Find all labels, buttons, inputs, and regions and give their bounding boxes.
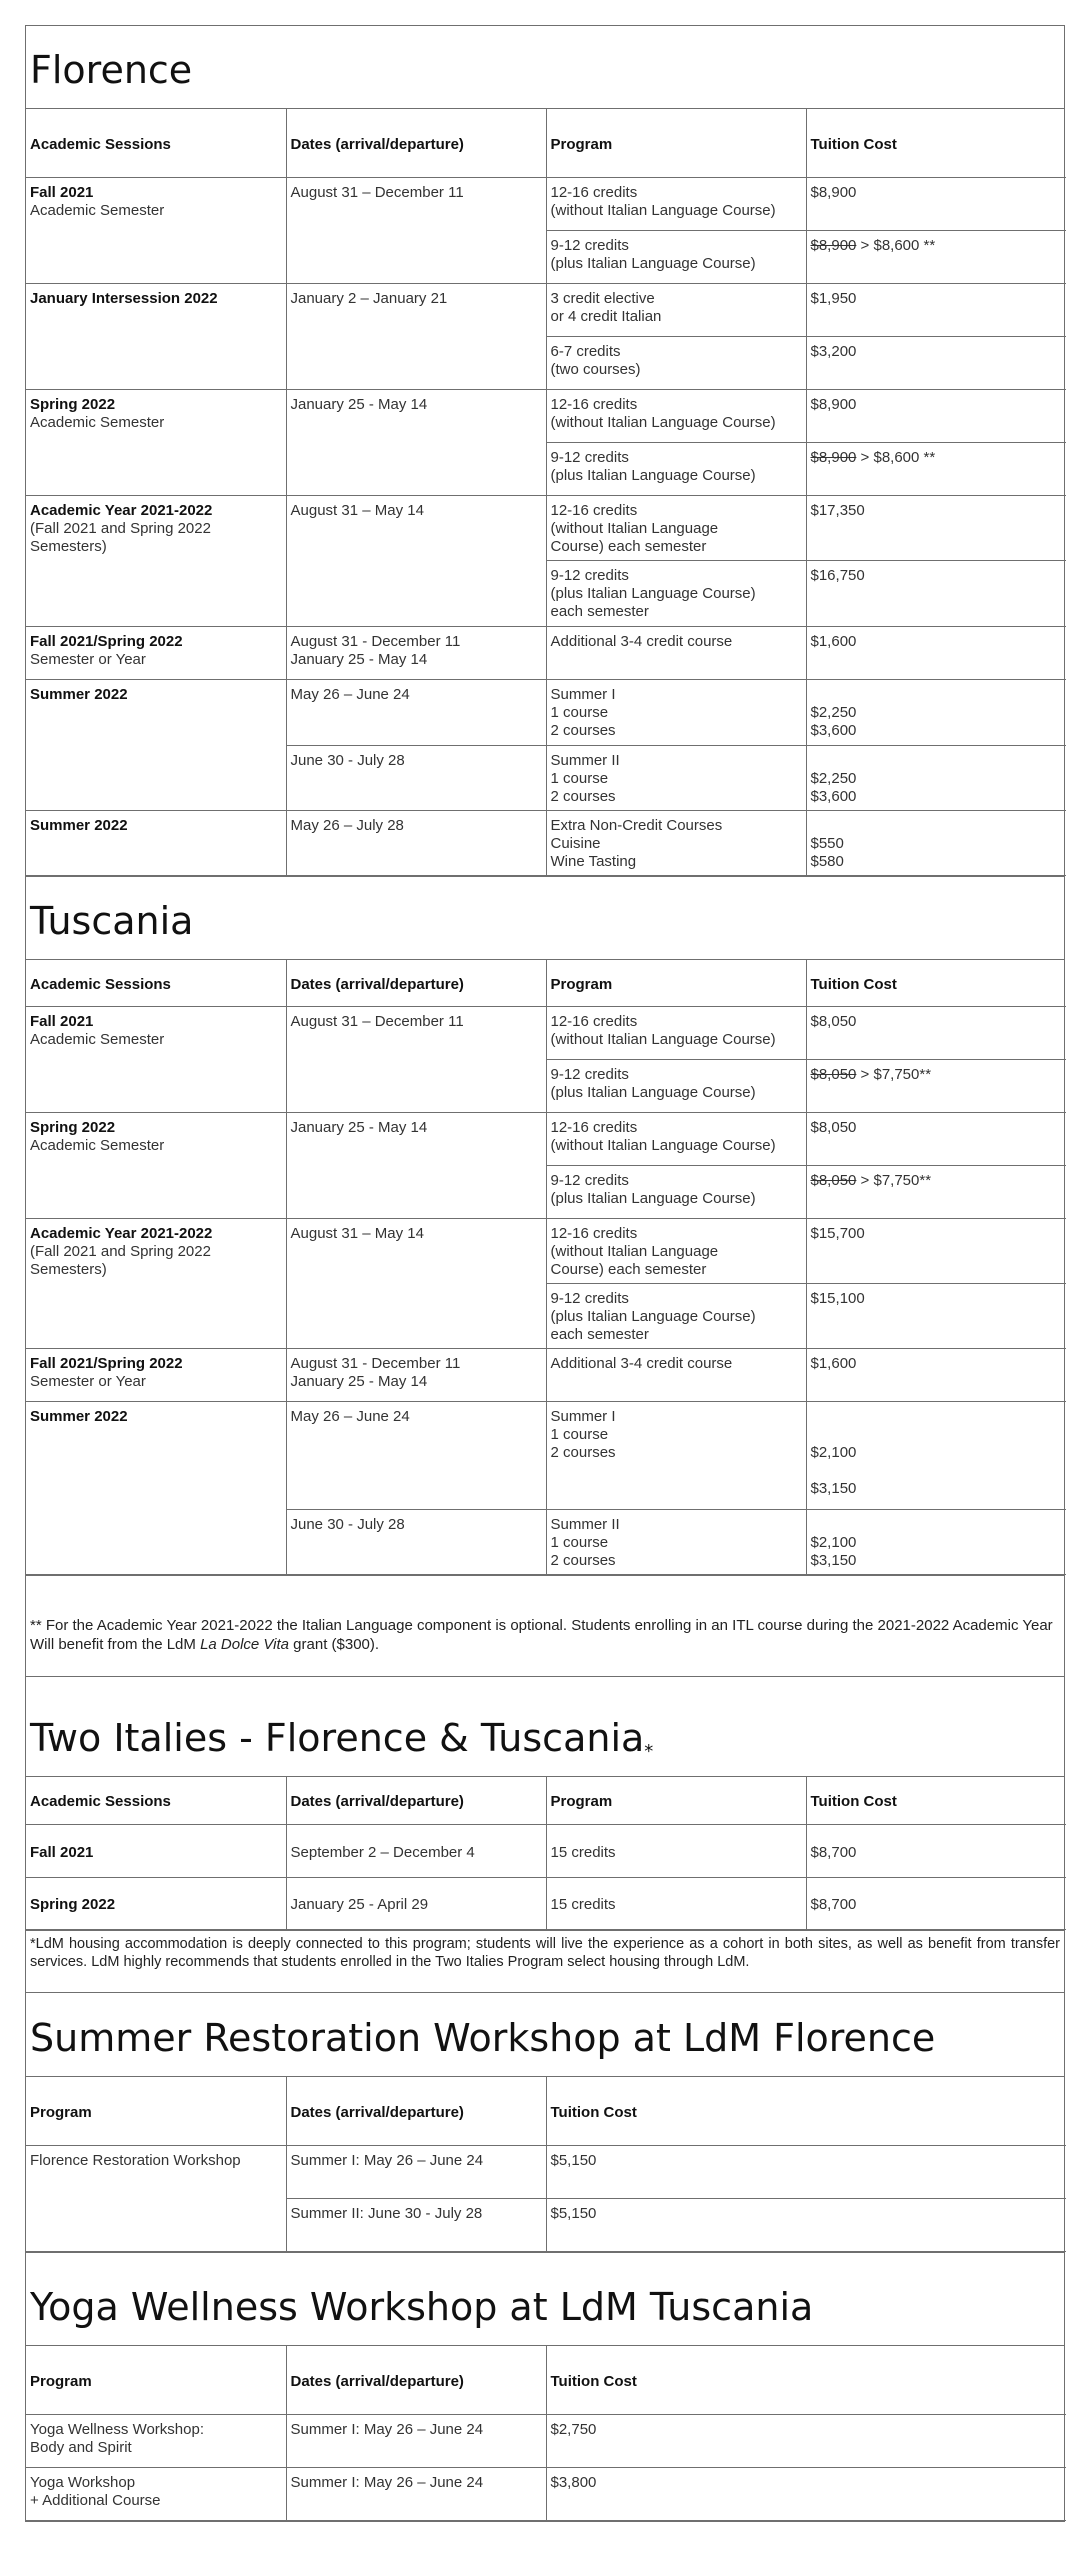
program-cell: Additional 3-4 credit course [546, 1349, 806, 1402]
table-row [26, 626, 1066, 679]
florence-table-wrap [25, 109, 1065, 877]
dates-cell: May 26 – June 24 [286, 1402, 546, 1510]
tuscania-table [26, 960, 1066, 1576]
column-header: Dates (arrival/departure) [286, 109, 546, 177]
table-row [26, 1349, 1066, 1402]
column-header: Program [26, 2077, 286, 2146]
dates-cell: June 30 - July 28 [286, 1510, 546, 1575]
cost-cell: $3,200 [806, 336, 1066, 389]
session-cell: Fall 2021 Academic Semester [26, 177, 286, 283]
session-cell: Academic Year 2021-2022 (Fall 2021 and Spring 2022 Semesters) [26, 495, 286, 626]
housing-note: *LdM housing accommodation is deeply connected to this program; students will live the experience as a cohort in both sites, as well as benefit from transfer services. LdM highly recommends that students enrolled in the Two Italies Program select housing through LdM. [25, 1931, 1065, 1993]
column-header: Dates (arrival/departure) [286, 1777, 546, 1824]
cost-cell: $8,050 [806, 1113, 1066, 1166]
dates-cell: January 25 - May 14 [286, 389, 546, 495]
column-header: Academic Sessions [26, 109, 286, 177]
tuscania-table-wrap [25, 960, 1065, 1577]
cost-cell: $16,750 [806, 560, 1066, 626]
program-cell: Yoga Wellness Workshop: Body and Spirit [26, 2414, 286, 2467]
program-cell: 12-16 credits (without Italian Language Course) [546, 1113, 806, 1166]
florence-title: Florence [25, 25, 1065, 109]
tuition-document [25, 25, 1065, 2522]
session-cell: Fall 2021/Spring 2022 Semester or Year [26, 1349, 286, 1402]
dates-cell: June 30 - July 28 [286, 745, 546, 810]
table-row [26, 1219, 1066, 1284]
program-cell: Summer II 1 course 2 courses [546, 1510, 806, 1575]
two-italies-title: Two Italies - Florence & Tuscania * [25, 1677, 1065, 1777]
cost-cell: $8,050 > $7,750** [806, 1166, 1066, 1219]
table-row [26, 1007, 1066, 1060]
program-cell: 15 credits [546, 1824, 806, 1877]
program-cell: 15 credits [546, 1877, 806, 1929]
program-cell: Additional 3-4 credit course [546, 626, 806, 679]
italian-language-note: ** For the Academic Year 2021-2022 the Italian Language component is optional. Students enrolling in an ITL course during the 2021-2022 Academic Year Will benefit from the LdM La Dolce Vita grant ($300). [25, 1576, 1065, 1677]
dates-cell: May 26 – July 28 [286, 810, 546, 875]
session-cell: Fall 2021 [26, 1824, 286, 1877]
table-row [26, 1877, 1066, 1929]
dates-cell: Summer I: May 26 – June 24 [286, 2146, 546, 2199]
column-header: Tuition Cost [806, 109, 1066, 177]
table-row [26, 1113, 1066, 1166]
dates-cell: Summer II: June 30 - July 28 [286, 2199, 546, 2252]
program-cell: 9-12 credits (plus Italian Language Course) [546, 230, 806, 283]
program-cell: 9-12 credits (plus Italian Language Course) each semester [546, 1284, 806, 1349]
dates-cell: Summer I: May 26 – June 24 [286, 2414, 546, 2467]
session-cell: Fall 2021 Academic Semester [26, 1007, 286, 1113]
table-row [26, 2414, 1066, 2467]
table-row [26, 495, 1066, 560]
program-cell: Florence Restoration Workshop [26, 2146, 286, 2252]
session-cell: Spring 2022 Academic Semester [26, 1113, 286, 1219]
column-header: Program [546, 109, 806, 177]
table-row [26, 177, 1066, 230]
program-cell: 6-7 credits (two courses) [546, 336, 806, 389]
cost-cell: $550 $580 [806, 810, 1066, 875]
tuscania-title: Tuscania [25, 877, 1065, 960]
column-header: Tuition Cost [806, 960, 1066, 1007]
program-cell: 9-12 credits (plus Italian Language Course) [546, 442, 806, 495]
cost-cell: $5,150 [546, 2199, 1066, 2252]
program-cell: Summer II 1 course 2 courses [546, 745, 806, 810]
cost-cell: $8,700 [806, 1824, 1066, 1877]
cost-cell: $1,600 [806, 626, 1066, 679]
restoration-title: Summer Restoration Workshop at LdM Florence [25, 1993, 1065, 2077]
dates-cell: January 2 – January 21 [286, 283, 546, 389]
table-row [26, 389, 1066, 442]
two-italies-table-wrap [25, 1777, 1065, 1931]
cost-cell: $3,800 [546, 2467, 1066, 2520]
program-cell: 9-12 credits (plus Italian Language Course) [546, 1166, 806, 1219]
column-header: Tuition Cost [546, 2346, 1066, 2414]
table-row [26, 2146, 1066, 2199]
restoration-table [26, 2077, 1066, 2253]
program-cell: Summer I 1 course 2 courses [546, 1402, 806, 1510]
table-header-row [26, 2346, 1066, 2414]
session-cell: Spring 2022 Academic Semester [26, 389, 286, 495]
dates-cell: Summer I: May 26 – June 24 [286, 2467, 546, 2520]
session-cell: Summer 2022 [26, 679, 286, 810]
yoga-table-wrap [25, 2346, 1065, 2522]
session-cell: Fall 2021/Spring 2022 Semester or Year [26, 626, 286, 679]
table-row [26, 2467, 1066, 2520]
program-cell: 3 credit elective or 4 credit Italian [546, 283, 806, 336]
cost-cell: $8,700 [806, 1877, 1066, 1929]
program-cell: 9-12 credits (plus Italian Language Course) each semester [546, 560, 806, 626]
session-cell: January Intersession 2022 [26, 283, 286, 389]
session-cell: Spring 2022 [26, 1877, 286, 1929]
cost-cell: $2,100 $3,150 [806, 1402, 1066, 1510]
column-header: Tuition Cost [546, 2077, 1066, 2146]
cost-cell: $8,900 [806, 177, 1066, 230]
cost-cell: $15,700 [806, 1219, 1066, 1284]
program-cell: 12-16 credits (without Italian Language Course) [546, 389, 806, 442]
session-cell: Summer 2022 [26, 810, 286, 875]
column-header: Dates (arrival/departure) [286, 2077, 546, 2146]
dates-cell: January 25 - April 29 [286, 1877, 546, 1929]
dates-cell: August 31 – December 11 [286, 177, 546, 283]
dates-cell: May 26 – June 24 [286, 679, 546, 745]
column-header: Program [546, 960, 806, 1007]
program-cell: 12-16 credits (without Italian Language Course) each semester [546, 495, 806, 560]
yoga-title: Yoga Wellness Workshop at LdM Tuscania [25, 2253, 1065, 2346]
column-header: Academic Sessions [26, 960, 286, 1007]
dates-cell: August 31 – December 11 [286, 1007, 546, 1113]
table-header-row [26, 109, 1066, 177]
session-cell: Summer 2022 [26, 1402, 286, 1575]
program-cell: Extra Non-Credit Courses Cuisine Wine Tasting [546, 810, 806, 875]
program-cell: 12-16 credits (without Italian Language Course) each semester [546, 1219, 806, 1284]
cost-cell: $1,950 [806, 283, 1066, 336]
column-header: Program [26, 2346, 286, 2414]
cost-cell: $8,900 > $8,600 ** [806, 442, 1066, 495]
table-header-row [26, 960, 1066, 1007]
program-cell: 12-16 credits (without Italian Language Course) [546, 1007, 806, 1060]
column-header: Program [546, 1777, 806, 1824]
cost-cell: $1,600 [806, 1349, 1066, 1402]
dates-cell: August 31 - December 11 January 25 - May 14 [286, 1349, 546, 1402]
table-row [26, 810, 1066, 875]
table-row [26, 283, 1066, 336]
cost-cell: $8,050 > $7,750** [806, 1060, 1066, 1113]
cost-cell: $17,350 [806, 495, 1066, 560]
cost-cell: $8,050 [806, 1007, 1066, 1060]
column-header: Academic Sessions [26, 1777, 286, 1824]
table-row [26, 1824, 1066, 1877]
yoga-table [26, 2346, 1066, 2521]
cost-cell: $15,100 [806, 1284, 1066, 1349]
cost-cell: $8,900 [806, 389, 1066, 442]
cost-cell: $2,250 $3,600 [806, 745, 1066, 810]
table-header-row [26, 1777, 1066, 1824]
dates-cell: August 31 – May 14 [286, 1219, 546, 1349]
cost-cell: $2,750 [546, 2414, 1066, 2467]
dates-cell: January 25 - May 14 [286, 1113, 546, 1219]
dates-cell: September 2 – December 4 [286, 1824, 546, 1877]
cost-cell: $2,100 $3,150 [806, 1510, 1066, 1575]
program-cell: Summer I 1 course 2 courses [546, 679, 806, 745]
column-header: Dates (arrival/departure) [286, 960, 546, 1007]
column-header: Dates (arrival/departure) [286, 2346, 546, 2414]
restoration-table-wrap [25, 2077, 1065, 2254]
table-row [26, 1402, 1066, 1510]
cost-cell: $5,150 [546, 2146, 1066, 2199]
program-cell: Yoga Workshop + Additional Course [26, 2467, 286, 2520]
session-cell: Academic Year 2021-2022 (Fall 2021 and Spring 2022 Semesters) [26, 1219, 286, 1349]
florence-table [26, 109, 1066, 876]
two-italies-table [26, 1777, 1066, 1930]
table-row [26, 679, 1066, 745]
program-cell: 9-12 credits (plus Italian Language Course) [546, 1060, 806, 1113]
cost-cell: $8,900 > $8,600 ** [806, 230, 1066, 283]
dates-cell: August 31 – May 14 [286, 495, 546, 626]
program-cell: 12-16 credits (without Italian Language Course) [546, 177, 806, 230]
cost-cell: $2,250 $3,600 [806, 679, 1066, 745]
table-header-row [26, 2077, 1066, 2146]
dates-cell: August 31 - December 11 January 25 - May 14 [286, 626, 546, 679]
column-header: Tuition Cost [806, 1777, 1066, 1824]
